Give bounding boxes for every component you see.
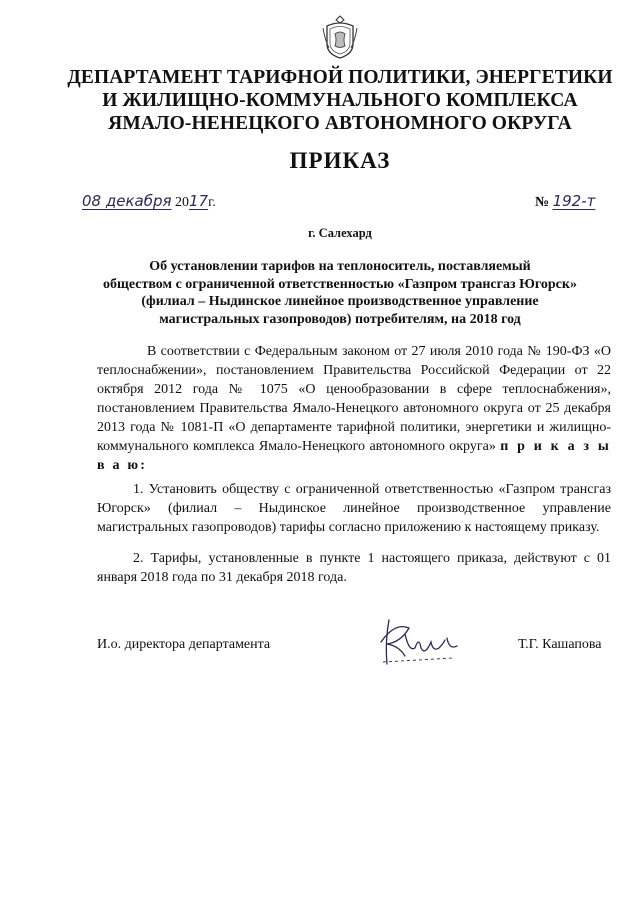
department-heading [40,66,640,135]
order-date [82,192,216,211]
handwritten-year: 17 [189,192,209,210]
department-line-3: ЯМАЛО-НЕНЕЦКОГО АВТОНОМНОГО ОКРУГА [108,113,572,134]
document-type-title: ПРИКАЗ [289,148,391,173]
subject-line-2: обществом с ограниченной ответственностью «Газпром трансгаз Югорск» [103,276,577,292]
signatory-name: Т.Г. Кашапова [518,637,602,652]
preamble-paragraph [97,342,611,475]
handwritten-number: 192-т [552,192,596,210]
handwritten-signature-icon [375,612,465,674]
department-line-2: И ЖИЛИЩНО-КОММУНАЛЬНОГО КОМПЛЕКСА [102,90,578,111]
preamble-text: В соответствии с Федеральным законом от 27 июля 2010 года № 190-ФЗ «О теплоснабжении», постановлением Правительства Российской Федерации от 22 октября 2012 года № 1075 «О ценообразовании в сфере теплоснабжения», постановлением Правительства Ямало-Ненецкого автономного округа от 25 декабря 2013 года № 1081-П «О департаменте тарифной политики, энергетики и жилищно-коммунального комплекса Ямало-Ненецкого автономного округа» [97,344,611,454]
department-line-1: ДЕПАРТАМЕНТ ТАРИФНОЙ ПОЛИТИКИ, ЭНЕРГЕТИКИ [67,67,613,88]
number-label: № [535,195,550,210]
city-line: г. Салехард [308,226,372,240]
subject-line-1: Об установлении тарифов на теплоноситель, поставляемый [149,259,531,274]
handwritten-date: 08 декабря [82,192,172,210]
subject-line-3: (филиал – Ныдинское линейное производственное управление [141,294,539,309]
subject-line-4: магистральных газопроводов) потребителям, на 2018 год [159,311,521,327]
order-number [535,192,595,211]
order-subject [50,258,630,328]
year-prefix: 20 [175,195,190,210]
item-2-paragraph: 2. Тарифы, установленные в пункте 1 настоящего приказа, действуют с 01 января 2018 года по 31 декабря 2018 года. [97,551,611,585]
order-word: п р и к а з ы в а ю: [97,439,611,473]
item-1-paragraph: 1. Установить обществу с ограниченной ответственностью «Газпром трансгаз Югорск» (филиал – Ныдинское линейное производственное управление магистральных газопроводов) тарифы согласно приложению к настоящему приказу. [97,482,611,535]
year-suffix: г. [208,195,216,210]
signatory-role: И.о. директора департамента [97,637,271,652]
coat-of-arms-icon [321,14,359,60]
